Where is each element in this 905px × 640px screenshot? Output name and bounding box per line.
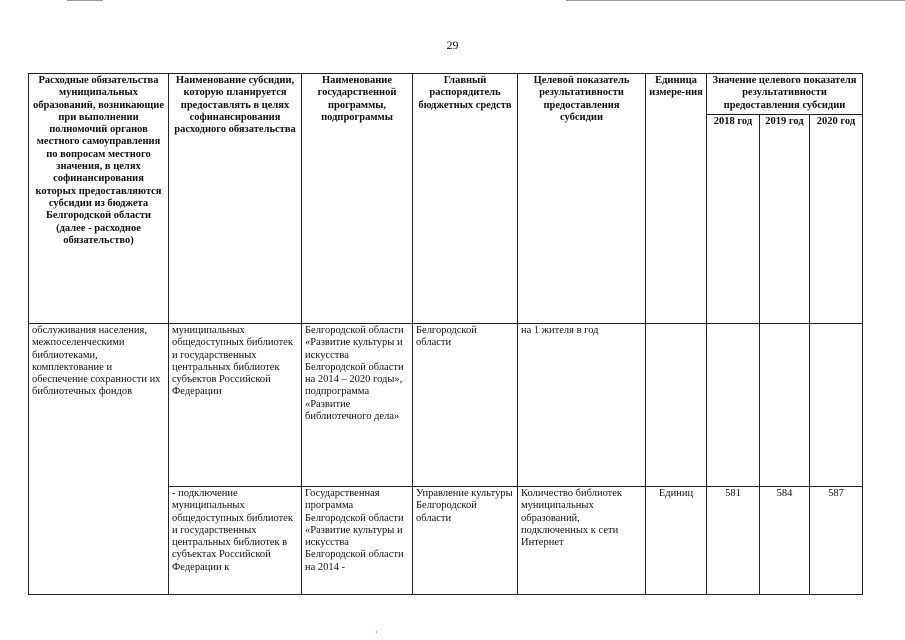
cell-indicator: на 1 жителя в год [518,324,646,487]
cell-subsidy: - подключение муниципальных общедоступных библиотек и государственных центральных библиотек в субъектах Российской Федерации к [169,487,302,595]
cell-value-2020 [810,324,863,487]
table-row [29,324,863,487]
header-unit: Единица измере-ния [646,74,707,324]
cell-unit [646,324,707,487]
cell-program: Государственная программа Белгородской области «Развитие культуры и искусства Белгородской области на 2014 - [302,487,413,595]
scan-mark: · [375,628,378,637]
top-rule-right [566,0,905,1]
cell-indicator: Количество библиотек муниципальных образований, подключенных к сети Интернет [518,487,646,595]
header-year-2019: 2019 год [760,115,810,324]
cell-value-2020: 587 [810,487,863,595]
cell-program: Белгородской области «Развитие культуры и искусства Белгородской области на 2014 – 2020 годы», подпрограмма «Развитие библиотечного дела» [302,324,413,487]
cell-obligation: обслуживания населения, межпоселенческими библиотеками, комплектование и обеспечение сохранности их библиотечных фондов [29,324,169,595]
header-target-value: Значение целевого показателя результативности предоставления субсидии [707,74,863,115]
cell-administrator: Управление культуры Белгородской области [413,487,518,595]
subsidy-table [28,73,863,595]
header-year-2020: 2020 год [810,115,863,324]
cell-value-2019 [760,324,810,487]
header-program: Наименование государственной программы, подпрограммы [302,74,413,324]
cell-unit: Единиц [646,487,707,595]
header-obligation: Расходные обязательства муниципальных образований, возникающие при выполнении полномочий органов местного самоуправления по вопросам местного значения, в целях софинансирования которых предоставляются субсидии из бюджета Белгородской области (далее - расходное обязательство) [29,74,169,324]
cell-administrator: Белгородской области [413,324,518,487]
cell-value-2019: 584 [760,487,810,595]
header-indicator: Целевой показатель результативности предоставления субсидии [518,74,646,324]
header-subsidy: Наименование субсидии, которую планируется предоставлять в целях софинансирования расходного обязательства [169,74,302,324]
cell-subsidy: муниципальных общедоступных библиотек и государственных центральных библиотек субъектов Российской Федерации [169,324,302,487]
scan-mark: · [705,326,708,335]
page-number: 29 [446,38,459,52]
header-administrator: Главный распорядитель бюджетных средств [413,74,518,324]
top-rule-left [67,0,103,1]
cell-value-2018 [707,324,760,487]
cell-value-2018: 581 [707,487,760,595]
header-year-2018: 2018 год [707,115,760,324]
